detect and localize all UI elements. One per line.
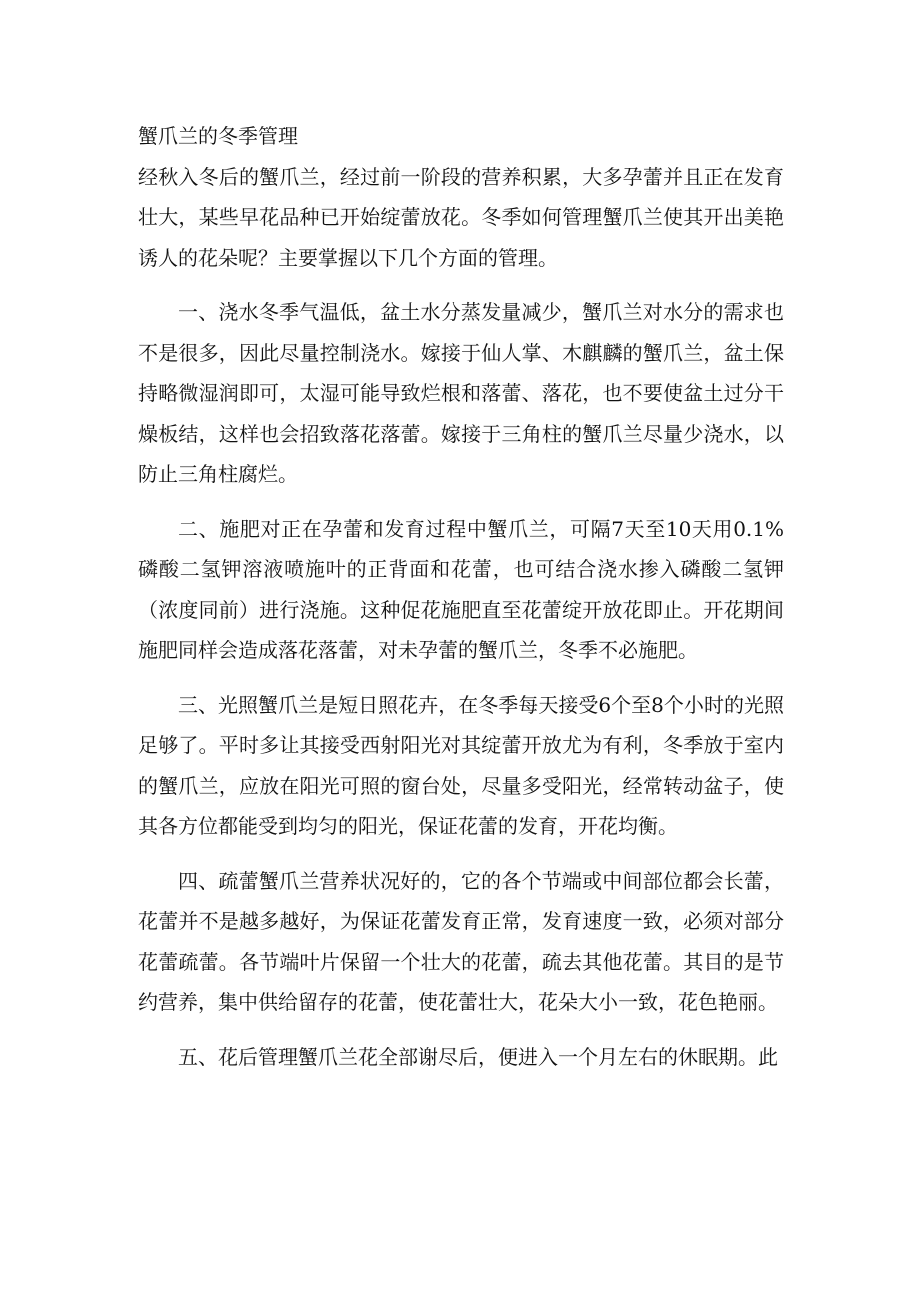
section-lighting-paragraph: 三、光照蟹爪兰是短日照花卉，在冬季每天接受6个至8个小时的光照足够了。平时多让其接受西射阳光对其绽蕾开放尤为有利，冬季放于室内的蟹爪兰，应放在阳光可照的窗台处，尽量多受阳光，经常转动盆子，使其各方位都能受到均匀的阳光，保证花蕾的发育，开花均衡。 [138, 692, 784, 838]
section-fertilizing-paragraph: 二、施肥对正在孕蕾和发育过程中蟹爪兰，可隔7天至10天用0.1%磷酸二氢钾溶液喷施叶的正背面和花蕾，也可结合浇水掺入磷酸二氢钾（浓度同前）进行浇施。这种促花施肥直至花蕾绽开放花即止。开花期间施肥同样会造成落花落蕾，对未孕蕾的蟹爪兰，冬季不必施肥。 [138, 516, 784, 662]
document-body [138, 116, 784, 1091]
section-watering-paragraph: 一、浇水冬季气温低，盆土水分蒸发量减少，蟹爪兰对水分的需求也不是很多，因此尽量控制浇水。嫁接于仙人掌、木麒麟的蟹爪兰，盆土保持略微湿润即可，太湿可能导致烂根和落蕾、落花，也不要使盆土过分干燥板结，这样也会招致落花落蕾。嫁接于三角柱的蟹爪兰尽量少浇水，以防止三角柱腐烂。 [138, 300, 784, 486]
document-title: 蟹爪兰的冬季管理 [138, 124, 298, 148]
section-bud-thinning-paragraph: 四、疏蕾蟹爪兰营养状况好的，它的各个节端或中间部位都会长蕾，花蕾并不是越多越好，为保证花蕾发育正常，发育速度一致，必须对部分花蕾疏蕾。各节端叶片保留一个壮大的花蕾，疏去其他花蕾。其目的是节约营养，集中供给留存的花蕾，使花蕾壮大，花朵大小一致，花色艳丽。 [138, 868, 784, 1014]
section-post-bloom-paragraph: 五、花后管理蟹爪兰花全部谢尽后，便进入一个月左右的休眠期。此 [178, 1044, 778, 1069]
intro-paragraph: 经秋入冬后的蟹爪兰，经过前一阶段的营养积累，大多孕蕾并且正在发育壮大，某些早花品种已开始绽蕾放花。冬季如何管理蟹爪兰使其开出美艳诱人的花朵呢？主要掌握以下几个方面的管理。 [138, 164, 784, 270]
